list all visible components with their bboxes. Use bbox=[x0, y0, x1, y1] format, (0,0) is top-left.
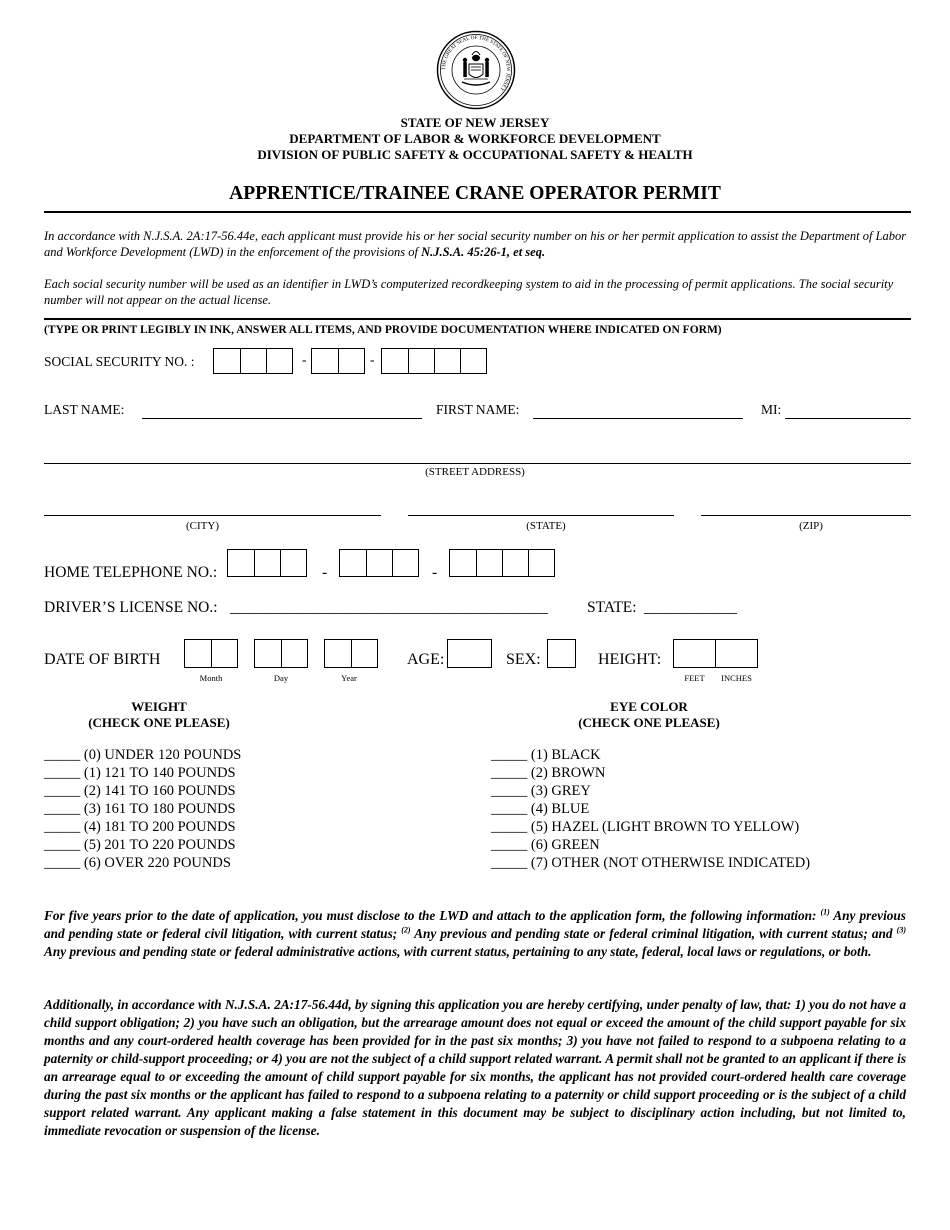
mi-label: MI: bbox=[761, 402, 782, 417]
zip-field[interactable] bbox=[701, 515, 911, 516]
dob-day-boxes[interactable] bbox=[254, 639, 308, 668]
dob-digit-box[interactable] bbox=[281, 639, 308, 668]
phone-digit-box[interactable] bbox=[227, 549, 255, 577]
weight-options bbox=[44, 746, 241, 872]
phone-digit-box[interactable] bbox=[339, 549, 367, 577]
disclosure-text: Any previous and pending state or federal administrative actions, with current status, pertaining to any state, federal, local laws or regulations, or both. bbox=[44, 944, 872, 959]
phone-digit-box[interactable] bbox=[366, 549, 393, 577]
divider bbox=[44, 211, 911, 213]
seal-text: THE GREAT SEAL OF THE STATE OF NEW JERSEY bbox=[440, 34, 512, 93]
ssn-usage-paragraph: Each social security number will be used as an identifier in LWD’s computerized recordkeeping system to aid in the processing of permit applications. The social security number will not appear on the actual license. bbox=[44, 277, 894, 307]
dob-digit-box[interactable] bbox=[184, 639, 212, 668]
dob-digit-box[interactable] bbox=[351, 639, 378, 668]
phone-digit-box[interactable] bbox=[528, 549, 555, 577]
sex-label: SEX: bbox=[506, 651, 541, 668]
weight-option[interactable]: _____ (0) UNDER 120 POUNDS bbox=[44, 747, 242, 763]
disclosure-text: Any previous and pending state or federal civil litigation, with current status; bbox=[44, 908, 906, 941]
weight-option[interactable]: _____ (4) 181 TO 200 POUNDS bbox=[44, 819, 236, 835]
phone-digit-box[interactable] bbox=[502, 549, 529, 577]
ssn-area-boxes[interactable] bbox=[213, 348, 293, 374]
zip-caption: (ZIP) bbox=[799, 520, 823, 532]
ssn-disclosure-text: In accordance with N.J.S.A. 2A:17-56.44e, each applicant must provide his or her social security number on his or her permit application to assist the Department of Labor and Workforce Development (LWD) in the enforcement of the provisions of bbox=[44, 229, 907, 259]
eye-color-heading bbox=[540, 699, 758, 731]
weight-option[interactable]: _____ (2) 141 TO 160 POUNDS bbox=[44, 783, 236, 799]
phone-line-boxes[interactable] bbox=[449, 549, 555, 577]
year-caption: Year bbox=[341, 673, 357, 683]
weight-option[interactable]: _____ (6) OVER 220 POUNDS bbox=[44, 855, 231, 871]
footnote-marker: (1) bbox=[820, 907, 830, 917]
eye-color-option[interactable]: _____ (2) BROWN bbox=[491, 765, 606, 781]
division-heading: DIVISION OF PUBLIC SAFETY & OCCUPATIONAL SAFETY & HEALTH bbox=[257, 147, 693, 162]
home-phone-label: HOME TELEPHONE NO.: bbox=[44, 564, 218, 581]
ssn-serial-boxes[interactable] bbox=[381, 348, 487, 374]
eye-color-option[interactable]: _____ (1) BLACK bbox=[491, 747, 601, 763]
phone-dash: - bbox=[322, 564, 328, 581]
disclosure-text: Any previous and pending state or federal criminal litigation, with current status; and bbox=[410, 926, 897, 941]
phone-digit-box[interactable] bbox=[280, 549, 307, 577]
phone-digit-box[interactable] bbox=[449, 549, 477, 577]
height-label: HEIGHT: bbox=[598, 651, 662, 668]
phone-digit-box[interactable] bbox=[392, 549, 419, 577]
weight-option[interactable]: _____ (5) 201 TO 220 POUNDS bbox=[44, 837, 236, 853]
phone-digit-box[interactable] bbox=[254, 549, 281, 577]
disclosure-text: For five years prior to the date of application, you must disclose to the LWD and attach to the application form, the following information: bbox=[44, 908, 821, 923]
height-feet-box[interactable] bbox=[673, 639, 716, 668]
height-boxes[interactable] bbox=[673, 639, 758, 668]
ssn-dash: - bbox=[302, 352, 307, 367]
ssn-group-boxes[interactable] bbox=[311, 348, 365, 374]
dob-label: DATE OF BIRTH bbox=[44, 651, 161, 668]
ssn-digit-box[interactable] bbox=[311, 348, 339, 374]
eye-color-option[interactable]: _____ (3) GREY bbox=[491, 783, 591, 799]
ssn-dash: - bbox=[370, 352, 375, 367]
dob-digit-box[interactable] bbox=[211, 639, 238, 668]
ssn-digit-box[interactable] bbox=[381, 348, 409, 374]
ssn-label: SOCIAL SECURITY NO. : bbox=[44, 354, 195, 369]
city-caption: (CITY) bbox=[186, 520, 219, 532]
ssn-digit-box[interactable] bbox=[408, 348, 435, 374]
height-inches-box[interactable] bbox=[715, 639, 758, 668]
dob-year-boxes[interactable] bbox=[324, 639, 378, 668]
footnote-marker: (2) bbox=[401, 925, 411, 935]
weight-instruction: (CHECK ONE PLEASE) bbox=[88, 715, 230, 730]
nj-state-seal bbox=[436, 30, 516, 110]
last-name-field[interactable] bbox=[142, 418, 422, 419]
weight-title: WEIGHT bbox=[131, 699, 187, 714]
state-caption: (STATE) bbox=[526, 520, 566, 532]
litigation-disclosure-paragraph bbox=[44, 907, 906, 961]
first-name-field[interactable] bbox=[533, 418, 743, 419]
first-name-label: FIRST NAME: bbox=[436, 402, 520, 417]
last-name-label: LAST NAME: bbox=[44, 402, 125, 417]
street-address-field[interactable] bbox=[44, 463, 911, 464]
age-box[interactable] bbox=[447, 639, 492, 668]
drivers-license-label: DRIVER’S LICENSE NO.: bbox=[44, 599, 218, 616]
city-field[interactable] bbox=[44, 515, 381, 516]
ssn-disclosure-paragraph bbox=[44, 228, 911, 260]
ssn-digit-box[interactable] bbox=[338, 348, 365, 374]
feet-caption: FEET bbox=[684, 673, 705, 683]
mi-field[interactable] bbox=[785, 418, 911, 419]
eye-color-option[interactable]: _____ (7) OTHER (NOT OTHERWISE INDICATED) bbox=[491, 855, 811, 871]
weight-option[interactable]: _____ (3) 161 TO 180 POUNDS bbox=[44, 801, 236, 817]
age-label: AGE: bbox=[407, 651, 445, 668]
dob-month-boxes[interactable] bbox=[184, 639, 238, 668]
eye-color-option[interactable]: _____ (4) BLUE bbox=[491, 801, 590, 817]
eye-color-title: EYE COLOR bbox=[610, 699, 688, 714]
page-title: APPRENTICE/TRAINEE CRANE OPERATOR PERMIT bbox=[229, 183, 721, 204]
dob-digit-box[interactable] bbox=[254, 639, 282, 668]
child-support-certification-paragraph: Additionally, in accordance with N.J.S.A. 2A:17-56.44d, by signing this application you are hereby certifying, under penalty of law, that: 1) you do not have a child support obligation; 2) you have such an obligation, but the arrearage amount does not equal or exceed the amount of the child support payable for six months and any court-ordered health coverage has been provided for in the past six months; 3) you have not failed to respond to a subpoena relating to a paternity or child-support proceeding; or 4) you are not the subject of a child support related warrant. A permit shall not be granted to an applicant if there is an arrearage equal to or exceeding the amount of child support payable for six months, the applicant has not provided court-ordered health care coverage during the past six months or the applicant has failed to respond to a subpoena relating to a paternity or child support proceeding or is the subject of a child support related warrant. Any applicant making a false statement in this document may be subject to disciplinary action including, but not limited to, immediate revocation or suspension of the license. bbox=[44, 997, 906, 1138]
dob-digit-box[interactable] bbox=[324, 639, 352, 668]
sex-box[interactable] bbox=[547, 639, 576, 668]
divider bbox=[44, 318, 911, 320]
state-heading: STATE OF NEW JERSEY bbox=[400, 115, 550, 130]
dl-state-field[interactable]: ____________ bbox=[644, 599, 737, 616]
footnote-marker: (3) bbox=[896, 925, 906, 935]
street-address-caption: (STREET ADDRESS) bbox=[425, 466, 525, 478]
drivers-license-field[interactable]: _________________________________________ bbox=[230, 599, 548, 616]
weight-option[interactable]: _____ (1) 121 TO 140 POUNDS bbox=[44, 765, 236, 781]
eye-color-option[interactable]: _____ (5) HAZEL (LIGHT BROWN TO YELLOW) bbox=[491, 819, 800, 835]
phone-area-boxes[interactable] bbox=[227, 549, 307, 577]
statute-citation: N.J.S.A. 45:26-1, et seq. bbox=[421, 245, 546, 259]
instructions: (TYPE OR PRINT LEGIBLY IN INK, ANSWER ALL ITEMS, AND PROVIDE DOCUMENTATION WHERE INDICATED ON FORM) bbox=[44, 324, 722, 336]
ssn-digit-box[interactable] bbox=[434, 348, 461, 374]
phone-dash: - bbox=[432, 564, 438, 581]
ssn-digit-box[interactable] bbox=[460, 348, 487, 374]
phone-digit-box[interactable] bbox=[476, 549, 503, 577]
inches-caption: INCHES bbox=[721, 673, 752, 683]
day-caption: Day bbox=[273, 673, 289, 683]
ssn-digit-box[interactable] bbox=[213, 348, 241, 374]
month-caption: Month bbox=[199, 673, 223, 683]
eye-color-instruction: (CHECK ONE PLEASE) bbox=[578, 715, 720, 730]
department-heading: DEPARTMENT OF LABOR & WORKFORCE DEVELOPMENT bbox=[289, 131, 661, 146]
eye-color-option[interactable]: _____ (6) GREEN bbox=[491, 837, 600, 853]
weight-heading bbox=[44, 699, 274, 731]
dl-state-label: STATE: bbox=[587, 599, 637, 616]
ssn-digit-box[interactable] bbox=[240, 348, 267, 374]
state-field[interactable] bbox=[408, 515, 674, 516]
phone-exchange-boxes[interactable] bbox=[339, 549, 419, 577]
ssn-digit-box[interactable] bbox=[266, 348, 293, 374]
eye-color-options bbox=[491, 746, 810, 872]
